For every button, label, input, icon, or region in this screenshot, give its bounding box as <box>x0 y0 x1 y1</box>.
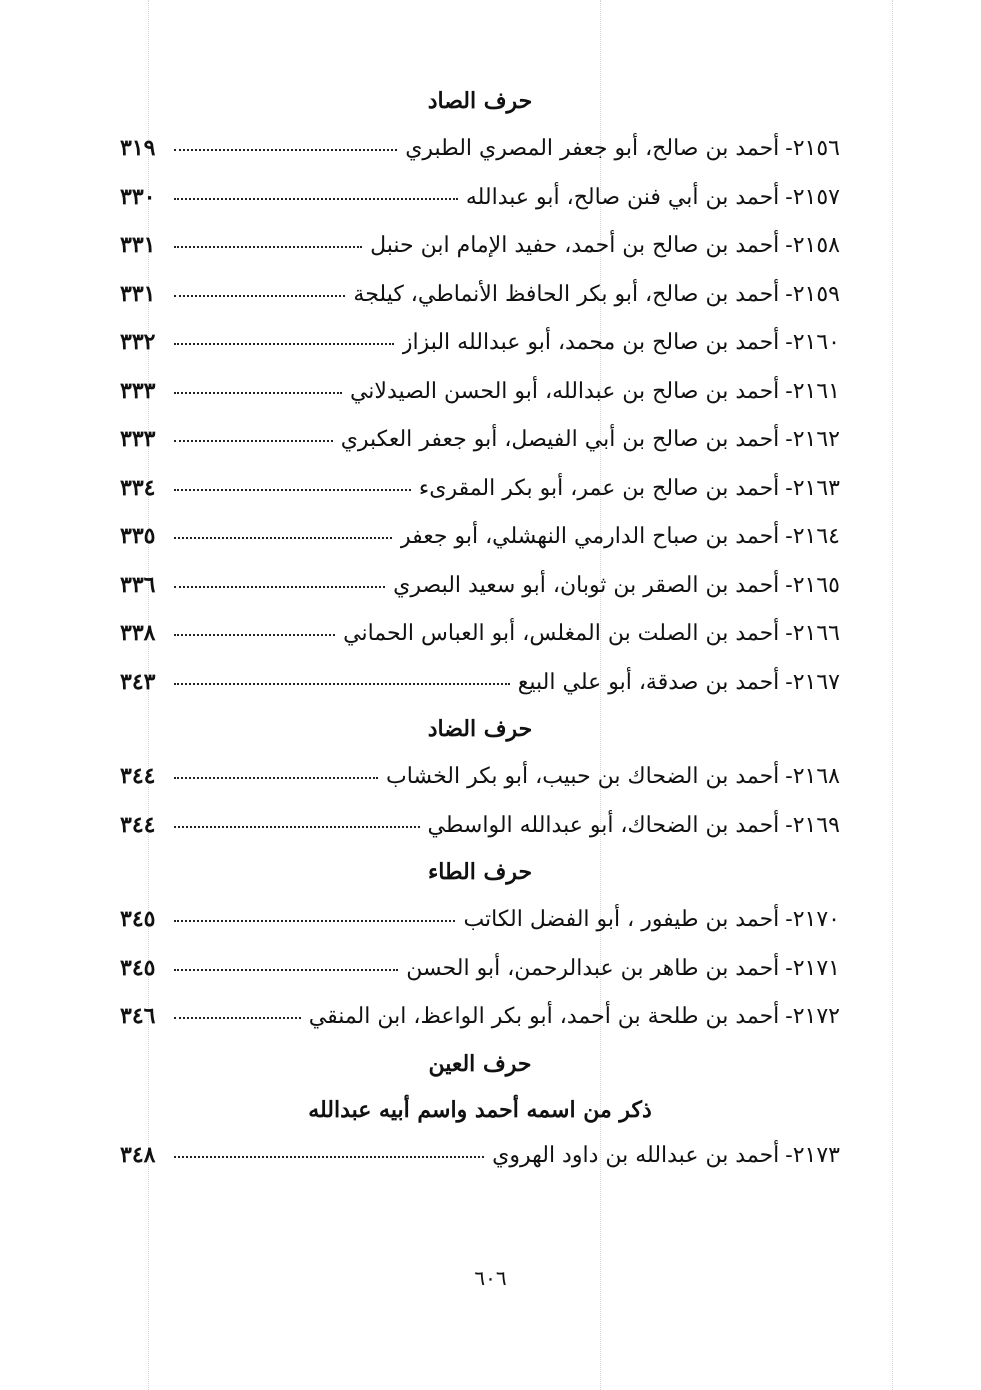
entry-title: أحمد بن عبدالله بن داود الهروي <box>492 1142 780 1168</box>
entry-number: ٢١٧٣- <box>785 1142 840 1168</box>
entry-page: ٣٤٥ <box>120 954 156 981</box>
leader-dots <box>174 246 362 248</box>
entry-page: ٣٣٣ <box>120 377 156 404</box>
leader-dots <box>174 1156 484 1158</box>
leader-dots <box>174 777 378 779</box>
entry-number: ٢١٧١- <box>785 955 840 981</box>
toc-entry <box>120 173 840 222</box>
entry-page: ٣٣٤ <box>120 474 156 501</box>
toc-section <box>120 706 840 849</box>
toc-section <box>120 1041 840 1180</box>
entry-page: ٣٤٤ <box>120 763 156 789</box>
toc-entry <box>120 944 840 993</box>
entry-page: ٣٣٨ <box>120 620 156 646</box>
entry-number: ٢١٥٦- <box>785 136 840 161</box>
entry-page: ٣٤٤ <box>120 811 156 838</box>
toc-entry <box>120 752 840 801</box>
toc-entry <box>120 512 840 561</box>
entry-title: أحمد بن طيفور ، أبو الفضل الكاتب <box>463 907 780 932</box>
leader-dots <box>174 634 335 636</box>
entry-title: أحمد بن صالح، أبو جعفر المصري الطبري <box>405 136 780 161</box>
section-subheading: ذكر من اسمه أحمد واسم أبيه عبدالله <box>308 1096 652 1123</box>
entry-page: ٣٤٨ <box>120 1141 156 1168</box>
leader-dots <box>174 343 394 345</box>
leader-dots <box>174 440 333 442</box>
entry-title: أحمد بن الضحاك بن حبيب، أبو بكر الخشاب <box>386 764 780 789</box>
entry-number: ٢١٦٩- <box>785 812 840 838</box>
entry-title: أحمد بن أبي فنن صالح، أبو عبدالله <box>465 184 780 210</box>
entry-number: ٢١٦٨- <box>785 764 840 789</box>
entry-number: ٢١٦٠- <box>785 330 840 355</box>
entry-page: ٣٣٦ <box>120 571 156 598</box>
entry-page: ٣٣٢ <box>120 329 156 355</box>
section-heading: حرف العين <box>428 1050 532 1077</box>
toc-entry <box>120 801 840 850</box>
entry-number: ٢١٦٢- <box>785 427 840 452</box>
section-heading: حرف الضاد <box>427 716 533 742</box>
entry-number: ٢١٥٧- <box>785 184 840 210</box>
entry-number: ٢١٥٩- <box>785 281 840 307</box>
leader-dots <box>174 683 510 685</box>
toc-entry <box>120 658 840 707</box>
entry-number: ٢١٧٢- <box>785 1004 840 1029</box>
entry-title: أحمد بن صالح بن أحمد، حفيد الإمام ابن حنبل <box>370 233 780 258</box>
section-heading: حرف الصاد <box>427 88 533 114</box>
entry-number: ٢١٥٨- <box>785 233 840 258</box>
toc-section <box>120 849 840 1041</box>
entry-title: أحمد بن صالح بن أبي الفيصل، أبو جعفر العكبري <box>340 427 780 452</box>
entry-number: ٢١٦٣- <box>785 475 840 501</box>
entry-page: ٣٤٥ <box>120 906 156 932</box>
entry-page: ٣٣٠ <box>120 183 156 210</box>
leader-dots <box>174 198 458 200</box>
entry-title: أحمد بن الضحاك، أبو عبدالله الواسطي <box>427 812 780 838</box>
entry-page: ٣٤٦ <box>120 1003 156 1029</box>
toc-entry <box>120 270 840 319</box>
entry-title: أحمد بن الصلت بن المغلس، أبو العباس الحماني <box>343 621 780 646</box>
scan-artifact-line <box>892 0 893 1390</box>
toc-entry <box>120 895 840 944</box>
entry-number: ٢١٦٧- <box>785 669 840 695</box>
leader-dots <box>174 392 342 394</box>
entry-number: ٢١٦٥- <box>785 572 840 598</box>
toc-entry <box>120 992 840 1041</box>
leader-dots <box>174 295 345 297</box>
leader-dots <box>174 586 385 588</box>
entry-page: ٣٤٣ <box>120 668 156 695</box>
toc-entry <box>120 221 840 270</box>
toc-entry <box>120 124 840 173</box>
page-number: ٦٠٦ <box>474 1266 507 1290</box>
leader-dots <box>174 537 392 539</box>
entry-title: أحمد بن صباح الدارمي النهشلي، أبو جعفر <box>400 524 780 549</box>
entry-title: أحمد بن صالح، أبو بكر الحافظ الأنماطي، كيلجة <box>353 281 780 307</box>
entry-page: ٣٣١ <box>120 232 156 258</box>
leader-dots <box>174 826 420 828</box>
section-heading: حرف الطاء <box>427 859 533 885</box>
entry-number: ٢١٦٤- <box>785 524 840 549</box>
toc-entry <box>120 609 840 658</box>
toc-entry <box>120 367 840 416</box>
leader-dots <box>174 969 398 971</box>
entry-page: ٣٣٥ <box>120 523 156 549</box>
toc-section <box>120 78 840 706</box>
entry-title: أحمد بن صالح بن عبدالله، أبو الحسن الصيدلاني <box>349 378 780 404</box>
entry-page: ٣٣٣ <box>120 426 156 452</box>
entry-number: ٢١٦٦- <box>785 621 840 646</box>
toc-entry <box>120 415 840 464</box>
entry-title: أحمد بن صالح بن عمر، أبو بكر المقرىء <box>418 475 780 501</box>
toc-entry <box>120 1131 840 1180</box>
entry-number: ٢١٦١- <box>785 378 840 404</box>
leader-dots <box>174 920 455 922</box>
entry-page: ٣٣١ <box>120 280 156 307</box>
entry-page: ٣١٩ <box>120 135 156 161</box>
entry-number: ٢١٧٠- <box>785 907 840 932</box>
table-of-contents <box>120 78 840 1179</box>
leader-dots <box>174 489 411 491</box>
entry-title: أحمد بن طلحة بن أحمد، أبو بكر الواعظ، ابن المنقي <box>308 1004 780 1029</box>
toc-entry <box>120 561 840 610</box>
entry-title: أحمد بن صدقة، أبو علي البيع <box>517 669 780 695</box>
toc-entry <box>120 318 840 367</box>
toc-entry <box>120 464 840 513</box>
entry-title: أحمد بن صالح بن محمد، أبو عبدالله البزاز <box>401 330 780 355</box>
entry-title: أحمد بن طاهر بن عبدالرحمن، أبو الحسن <box>406 955 780 981</box>
leader-dots <box>174 149 397 151</box>
entry-title: أحمد بن الصقر بن ثوبان، أبو سعيد البصري <box>393 572 780 598</box>
leader-dots <box>174 1017 301 1019</box>
